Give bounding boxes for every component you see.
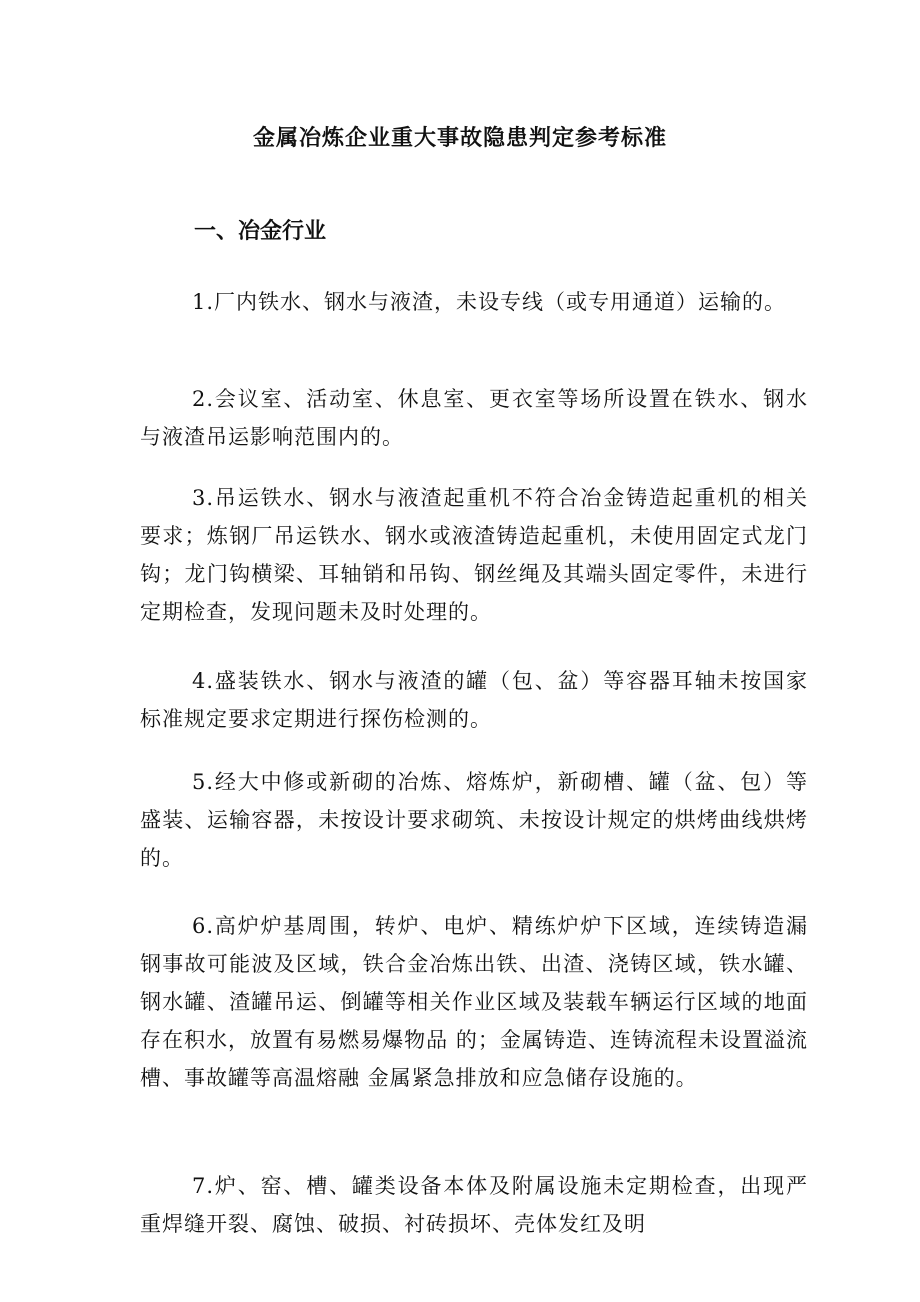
list-item: 5.经大中修或新砌的冶炼、熔炼炉，新砌槽、罐（盆、包）等盛装、运输容器，未按设计要求砌筑、未按设计规定的烘烤曲线烘烤的。 [140, 770, 808, 870]
section-heading: 一、冶金行业 [194, 219, 327, 244]
list-item: 4.盛装铁水、钢水与液渣的罐（包、盆）等容器耳轴未按国家标准规定要求定期进行探伤检测的。 [140, 669, 808, 731]
list-item: 6.高炉炉基周围，转炉、电炉、精练炉炉下区域，连续铸造漏钢事故可能波及区域，铁合金冶炼出铁、出渣、浇铸区域，铁水罐、钢水罐、渣罐吊运、倒罐等相关作业区域及装载车辆运行区域的地面存在积水，放置有易燃易爆物品 的；金属铸造、连铸流程未设置溢流槽、事故罐等高温熔融 金属紧急排放和应急储存设施的。 [140, 914, 808, 1090]
list-item: 7.炉、窑、槽、罐类设备本体及附属设施未定期检查，出现严重焊缝开裂、腐蚀、破损、衬砖损坏、壳体发红及明 [140, 1174, 808, 1236]
list-item: 3.吊运铁水、钢水与液渣起重机不符合冶金铸造起重机的相关要求；炼钢厂吊运铁水、钢水或液渣铸造起重机，未使用固定式龙门钩；龙门钩横梁、耳轴销和吊钩、钢丝绳及其端头固定零件，未进行定期检查，发现问题未及时处理的。 [140, 486, 808, 624]
list-item: 2.会议室、活动室、休息室、更衣室等场所设置在铁水、钢水与液渣吊运影响范围内的。 [140, 387, 808, 449]
page-title: 金属冶炼企业重大事故隐患判定参考标准 [252, 126, 667, 151]
list-item: 1.厂内铁水、钢水与液渣，未设专线（或专用通道）运输的。 [192, 290, 787, 314]
